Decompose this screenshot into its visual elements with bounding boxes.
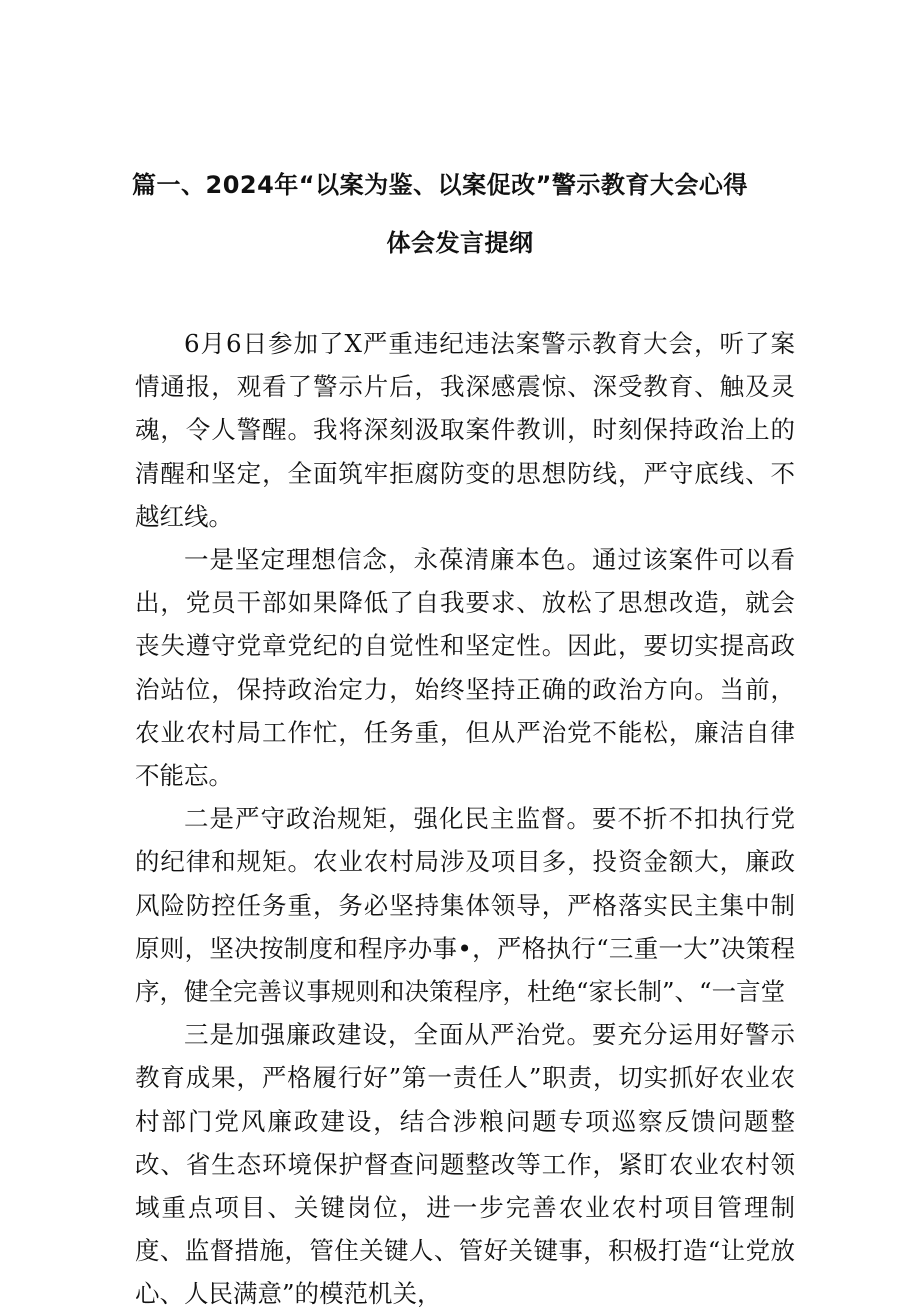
document-body [135,322,795,1316]
paragraph-intro: 6月6日参加了X严重违纪违法案警示教育大会，听了案情通报，观看了警示片后，我深感震惊、深受教育、触及灵魂，令人警醒。我将深刻汲取案件教训，时刻保持政治上的清醒和坚定，全面筑牢拒腐防变的思想防线，严守底线、不越红线。 [135,329,795,531]
document-title-line-1: 篇一、2024年“以案为鉴、以案促改”警示教育大会心得 [132,171,748,199]
paragraph-point-2: 二是严守政治规矩，强化民主监督。要不折不扣执行党的纪律和规矩。农业农村局涉及项目多，投资金额大，廉政风险防控任务重，务必坚持集体领导，严格落实民主集中制原则，坚决按制度和程序办事•，严格执行“三重一大”决策程序，健全完善议事规则和决策程序，杜绝“家长制”、“一言堂 [135,804,795,1007]
document-title-line-2: 体会发言提纲 [386,229,534,257]
paragraph-point-1: 一是坚定理想信念，永葆清廉本色。通过该案件可以看出，党员干部如果降低了自我要求、放松了思想改造，就会丧失遵守党章党纪的自觉性和坚定性。因此，要切实提高政治站位，保持政治定力，始终坚持正确的政治方向。当前，农业农村局工作忙，任务重，但从严治党不能松，廉洁自律不能忘。 [135,545,795,791]
paragraph-point-3: 三是加强廉政建设，全面从严治党。要充分运用好警示教育成果，严格履行好”第一责任人”职责，切实抓好农业农村部门党风廉政建设，结合涉粮问题专项巡察反馈问题整改、省生态环境保护督查问题整改等工作，紧盯农业农村领域重点项目、关键岗位，进一步完善农业农村项目管理制度、监督措施，管住关键人、管好关键事，积极打造“让党放心、人民满意”的模范机关， [135,1020,795,1309]
